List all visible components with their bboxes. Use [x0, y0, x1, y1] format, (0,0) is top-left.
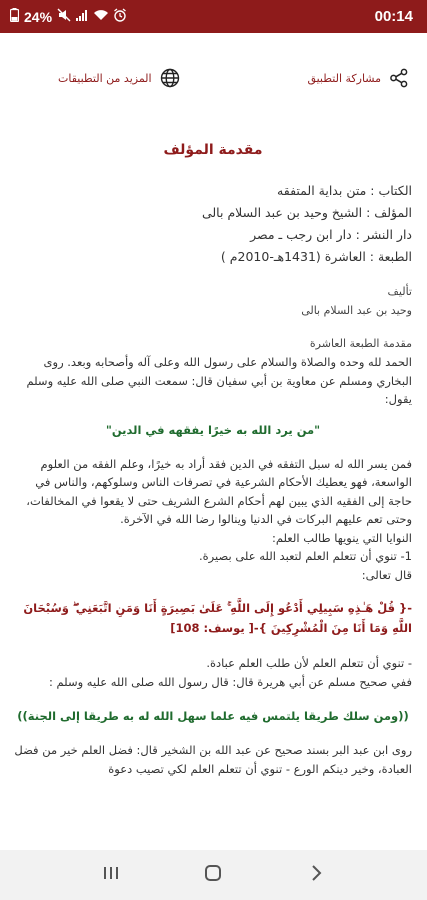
- home-button[interactable]: [193, 860, 233, 890]
- book-info-title: الكتاب : متن بداية المتفقه: [277, 183, 412, 198]
- page-title: مقدمة المؤلف: [163, 142, 263, 158]
- intentions-line: النوايا التي ينويها طالب العلم:: [271, 530, 412, 545]
- alarm-icon: [113, 8, 127, 25]
- status-bar: [0, 0, 427, 33]
- recent-apps-icon: [102, 865, 120, 885]
- status-left: [10, 8, 127, 25]
- paragraph: روى ابن عبد البر بسند صحيح عن عبد الله بن الشخير قال: فضل العلم خير من فضل العبادة، وخير دينكم الورع - تنوي أن تتعلم العلم لكي تصيب دعوة: [14, 743, 412, 776]
- status-icons: [57, 8, 127, 25]
- author-name: وحيد بن عبد السلام بالى: [301, 304, 412, 317]
- article-content[interactable]: [0, 128, 427, 850]
- share-app-button[interactable]: [307, 68, 409, 88]
- quote-intro: قال تعالى:: [361, 567, 412, 582]
- battery-percent: 24%: [24, 8, 53, 25]
- share-label: مشاركة التطبيق: [307, 71, 381, 85]
- system-nav-bar: [0, 850, 427, 900]
- intro-paragraph: الحمد لله وحده والصلاة والسلام على رسول الله وعلى آله وأصحابه وبعد. روى البخاري ومسلم عن معاوية بن أبي سفيان قال: سمعت النبي صلى الله عليه وسلم يقول:: [26, 355, 412, 406]
- intention-item: 1- تنوي أن تتعلم العلم لتعبد الله على بصيرة.: [199, 549, 412, 563]
- quran-verse: -{ قُلْ هَـٰذِهِ سَبِيلِي أَدْعُو إِلَى اللَّهِ ۚ عَلَىٰ بَصِيرَةٍ أَنَا وَمَنِ اتَّبَعَنِي ۖ وَسُبْحَانَ اللَّهِ وَمَا أَنَا مِنَ الْمُشْرِكِينَ }-[ يوسف: 108]: [23, 601, 412, 635]
- globe-icon: [160, 68, 180, 88]
- edition-intro-title: مقدمة الطبعة العاشرة: [309, 337, 412, 350]
- hadith-source: ففي صحيح مسلم عن أبي هريرة قال: قال رسول الله صلى الله عليه وسلم :: [48, 674, 412, 689]
- wifi-icon: [93, 9, 109, 24]
- intention-item: - تنوي أن تتعلم العلم لأن طلب العلم عبادة.: [206, 656, 412, 670]
- hadith-quote: "من يرد الله به خيرًا يفقهه في الدين": [105, 422, 321, 437]
- more-apps-button[interactable]: [58, 68, 180, 88]
- home-icon: [204, 864, 222, 886]
- toolbar: [0, 58, 427, 98]
- clock: 00:14: [374, 8, 413, 25]
- hadith-quote: ((ومن سلك طريقا يلتمس فيه علما سهل الله له به طريقا إلى الجنة)): [17, 709, 409, 723]
- book-info-publisher: دار النشر : دار ابن رجب ـ مصر: [250, 227, 412, 242]
- battery-icon: [10, 8, 19, 25]
- recent-apps-button[interactable]: [91, 860, 131, 890]
- book-info-edition: الطبعة : العاشرة (1431هـ-2010م ): [220, 249, 412, 264]
- book-info-author: المؤلف : الشيخ وحيد بن عبد السلام بالى: [201, 205, 412, 220]
- signal-icon: [75, 9, 89, 24]
- back-button[interactable]: [296, 860, 336, 890]
- back-icon: [309, 864, 323, 886]
- paragraph: فمن يسر الله له سبل التفقه في الدين فقد أراد به خيرًا، وعلم الفقه من العلوم الواسعة، فهو يعطيك الأحكام الشرعية في تصرفات الناس وسلوكهم، والناس في حاجة إلى الفقيه الذي يبين لهم أحكام الشرع الشريف حتى لا يقعوا في المخالفات، وحتى تعم عليهم البركات في الدنيا وينالوا رضا الله في الآخرة.: [26, 456, 412, 526]
- authorship-label: تأليف: [387, 285, 412, 298]
- mute-icon: [57, 8, 71, 25]
- share-icon: [389, 68, 409, 88]
- more-apps-label: المزيد من التطبيقات: [58, 71, 152, 85]
